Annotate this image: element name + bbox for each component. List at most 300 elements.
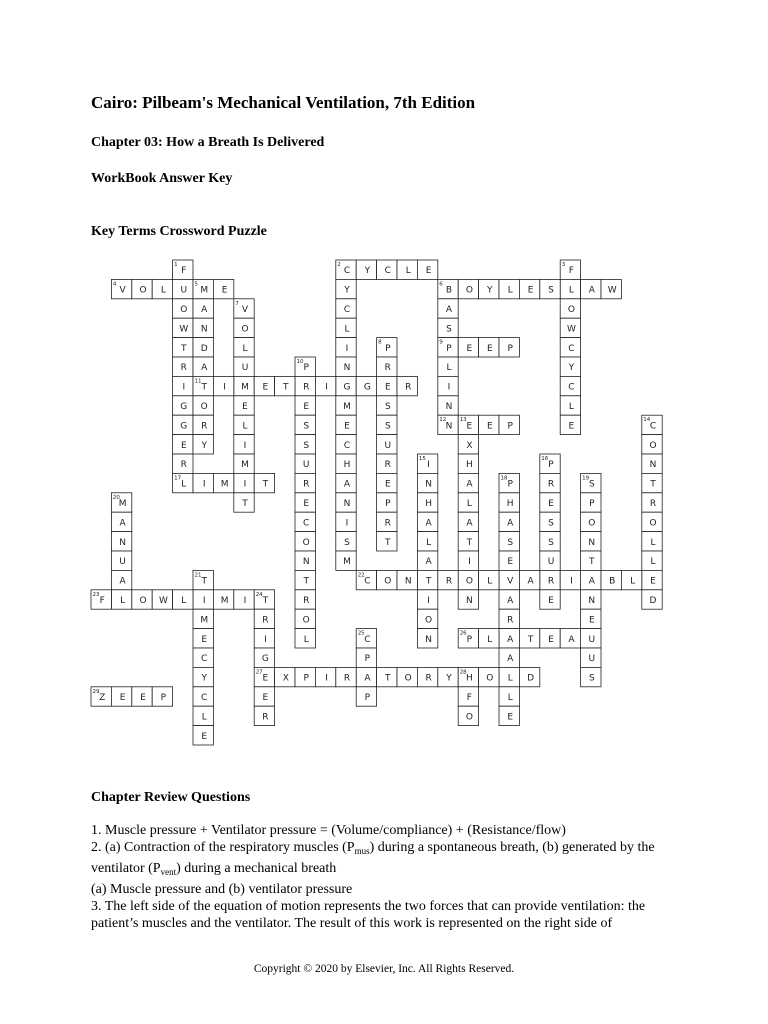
cell-letter: X [466,440,473,451]
cell-letter: A [588,576,595,587]
clue-number: 7 [235,300,239,307]
answer-1: 1. Muscle pressure + Ventilator pressure = (Volume/compliance) + (Resistance/flow) [91,823,566,838]
cell-letter: G [343,382,351,393]
crossword-cell [499,609,519,628]
cell-letter: O [180,305,188,315]
crossword-cell [336,473,356,492]
crossword-cell [356,629,376,648]
crossword-cell [193,648,213,667]
clue-number: 25 [357,630,365,637]
cell-letter: S [446,324,452,335]
crossword-cell [499,415,519,434]
cell-letter: Y [201,440,207,451]
crossword-cell [581,493,601,512]
cell-letter: C [364,634,371,645]
cell-letter: M [241,460,249,471]
crossword-cell [540,512,560,531]
crossword-cell [499,551,519,570]
cell-letter: P [548,460,554,471]
crossword-cell [275,667,295,686]
crossword-cell [417,667,437,686]
cell-letter: L [650,557,656,568]
cell-letter: S [588,673,595,684]
crossword-cell [356,570,376,589]
cell-letter: A [466,479,473,490]
crossword-cell [132,687,152,706]
crossword-cell [479,570,499,589]
cell-letter: R [180,460,187,471]
clue-number: 11 [194,378,202,385]
cell-letter: R [547,479,555,490]
cell-letter: I [243,596,247,606]
crossword-cell [560,570,580,589]
answer-2b: (a) Muscle pressure and (b) ventilator pressure [91,882,353,897]
clue-number: 24 [255,591,263,598]
crossword-cell [254,473,274,492]
crossword-cell [642,551,662,570]
cell-letter: P [160,693,167,703]
cell-letter: O [465,285,473,296]
crossword-cell [540,590,560,609]
cell-letter: I [264,634,267,645]
cell-letter: N [119,537,126,548]
crossword-cell [295,570,315,589]
crossword-cell [540,629,560,648]
clue-number: 21 [194,572,202,579]
cell-letter: P [589,499,595,509]
crossword-cell [173,338,193,357]
crossword-cell [295,376,315,395]
cell-letter: A [466,518,473,529]
crossword-cell [173,415,193,434]
crossword-cell [295,435,315,454]
crossword-cell [581,279,601,298]
crossword-cell [499,338,519,357]
crossword-cell [642,415,662,434]
crossword-cell [560,338,580,357]
clue-number: 8 [378,339,382,346]
cell-letter: M [200,285,209,296]
crossword-cell [458,570,478,589]
cell-letter: Y [487,285,493,296]
cell-letter: C [201,654,208,665]
cell-letter: Y [201,673,207,684]
cell-letter: M [220,479,229,490]
crossword-cell [193,629,213,648]
clue-number: 27 [255,669,263,676]
crossword-cell [193,726,213,745]
crossword-cell [458,435,478,454]
cell-letter: P [385,499,391,509]
cell-letter: Y [568,363,575,374]
crossword-cell [621,570,641,589]
cell-letter: E [507,712,514,723]
cell-letter: I [427,596,430,606]
cell-letter: N [425,634,432,645]
crossword-cell [234,299,254,318]
crossword-cell [417,454,437,473]
crossword-cell [336,454,356,473]
crossword-cell [642,590,662,609]
cell-letter: P [446,343,452,354]
crossword-cell [581,648,601,667]
crossword-cell [132,279,152,298]
crossword-cell [458,590,478,609]
crossword-cell [377,493,397,512]
crossword-cell [111,279,131,298]
clue-number: 20 [112,494,120,501]
crossword-cell [193,706,213,725]
cell-letter: T [303,576,309,587]
cell-letter: R [507,615,514,626]
cell-letter: S [548,285,554,296]
clue-number: 15 [418,456,426,462]
crossword-cell [295,551,315,570]
cell-letter: R [262,615,269,626]
cell-letter: T [262,479,269,490]
cell-letter: O [486,673,494,684]
crossword-cell [254,609,274,628]
cell-letter: V [507,576,514,587]
crossword-cell [377,667,397,686]
cell-letter: E [384,479,391,490]
cell-letter: W [566,324,576,335]
cell-letter: W [607,285,617,296]
cell-letter: U [302,460,310,471]
crossword-cell [458,454,478,473]
crossword-cell [152,279,172,298]
crossword-cell [193,279,213,298]
crossword-cell [254,376,274,395]
cell-letter: L [181,479,187,490]
crossword-cell [377,396,397,415]
crossword-cell [234,473,254,492]
cell-letter: E [201,731,208,742]
cell-letter: E [262,673,269,684]
cell-letter: P [364,654,371,665]
cell-letter: N [302,557,310,568]
cell-letter: A [201,305,208,315]
cell-letter: L [344,324,350,335]
crossword-cell [540,279,560,298]
crossword-cell [234,415,254,434]
crossword-cell [560,299,580,318]
cell-letter: L [120,596,126,606]
crossword-cell [642,532,662,551]
crossword-cell [479,629,499,648]
cell-letter: L [568,285,574,296]
cell-letter: T [385,537,391,548]
crossword-cell [560,396,580,415]
cell-letter: N [466,596,473,606]
cell-letter: H [466,460,473,471]
cell-letter: R [425,673,432,684]
crossword-cell [479,667,499,686]
cell-letter: O [588,518,596,529]
crossword-cell [336,357,356,376]
crossword-cell [417,629,437,648]
cell-letter: O [465,576,473,587]
crossword-cell [193,396,213,415]
cell-letter: T [527,634,534,645]
crossword-cell [173,376,193,395]
cell-letter: T [650,479,656,490]
cell-letter: O [567,305,575,315]
crossword-cell [111,551,131,570]
cell-letter: T [466,537,473,548]
cell-letter: R [384,363,391,374]
cell-letter: T [425,576,432,587]
cell-letter: N [445,421,453,432]
cell-letter: R [547,576,555,587]
clue-number: 10 [296,359,304,365]
crossword-cell [642,454,662,473]
cell-letter: G [261,654,269,665]
crossword-cell [479,338,499,357]
cell-letter: L [181,596,187,606]
crossword-cell [295,512,315,531]
crossword-cell [417,512,437,531]
crossword-cell [213,376,233,395]
cell-letter: L [507,285,513,296]
crossword-cell [417,551,437,570]
cell-letter: A [527,576,534,587]
cell-letter: L [630,576,636,587]
cell-letter: T [589,557,595,568]
cell-letter: E [466,421,473,432]
crossword-cell [560,318,580,337]
cell-letter: N [588,537,596,548]
crossword-cell [173,473,193,492]
clue-number: 29 [92,688,100,695]
cell-letter: A [507,654,514,665]
crossword-cell [397,260,417,279]
cell-letter: E [548,499,554,509]
crossword-cell [540,473,560,492]
clue-number: 18 [500,475,508,482]
cell-letter: E [425,266,432,277]
cell-letter: A [445,305,453,315]
crossword-cell [275,376,295,395]
crossword-cell [336,376,356,395]
cell-letter: S [384,402,391,412]
cell-letter: A [507,596,514,606]
crossword-cell [193,609,213,628]
crossword-cell [540,532,560,551]
cell-letter: I [447,382,451,393]
crossword-cell [581,473,601,492]
crossword-cell [295,629,315,648]
cell-letter: L [487,576,493,587]
crossword-cell [642,493,662,512]
cell-letter: E [568,421,575,432]
clue-number: 28 [459,669,467,676]
crossword-cell [560,629,580,648]
cell-letter: L [242,343,248,354]
cell-letter: Z [99,693,106,703]
cell-letter: E [262,693,269,703]
crossword-cell [377,435,397,454]
crossword-cell [458,512,478,531]
cell-letter: L [487,634,493,645]
crossword-cell [377,376,397,395]
cell-letter: R [262,712,269,723]
cell-letter: S [548,537,554,548]
cell-letter: I [427,460,430,471]
crossword-cell [499,687,519,706]
crossword-cell [336,338,356,357]
crossword-cell [336,396,356,415]
cell-letter: E [548,596,554,606]
cell-letter: N [343,499,351,509]
crossword-cell [499,590,519,609]
cell-letter: B [609,576,616,587]
cell-letter: U [180,285,188,296]
cell-letter: E [242,402,248,412]
crossword-cell [417,260,437,279]
crossword-cell [581,570,601,589]
cell-letter: U [547,557,555,568]
crossword-cell [458,687,478,706]
cell-letter: F [466,693,472,703]
crossword-cell [173,357,193,376]
crossword-cell [417,609,437,628]
cell-letter: O [302,537,310,548]
crossword-cell [234,493,254,512]
crossword-cell [479,279,499,298]
cell-letter: E [650,576,656,587]
crossword-cell [254,667,274,686]
crossword-cell [458,532,478,551]
cell-letter: H [466,673,473,684]
cell-letter: F [99,596,105,606]
crossword-cell [377,532,397,551]
crossword-cell [234,357,254,376]
crossword-cell [193,435,213,454]
cell-letter: E [486,343,493,354]
clue-number: 9 [439,339,443,346]
cell-letter: A [364,673,371,684]
cell-letter: E [140,693,146,703]
crossword-cell [336,435,356,454]
cell-letter: R [303,596,310,606]
crossword-cell [601,570,621,589]
cell-letter: N [588,596,596,606]
cell-letter: E [303,402,310,412]
crossword-cell [315,667,335,686]
crossword-cell [377,260,397,279]
crossword-cell [581,609,601,628]
cell-letter: H [343,460,351,471]
crossword-cell [458,551,478,570]
crossword-cell [193,570,213,589]
crossword-cell [581,532,601,551]
crossword-cell [540,570,560,589]
crossword-cell [458,415,478,434]
cell-letter: E [548,634,554,645]
clue-number: 23 [92,591,100,598]
cell-letter: I [570,576,573,587]
cell-letter: T [385,673,391,684]
clue-number: 19 [582,475,590,482]
crossword-cell [499,532,519,551]
cell-letter: T [201,382,207,393]
cell-letter: O [139,596,147,606]
cell-letter: I [182,382,186,393]
cell-letter: U [588,634,596,645]
cell-letter: F [181,266,187,277]
crossword-cell [173,260,193,279]
cell-letter: T [242,499,248,509]
crossword-cell [336,260,356,279]
crossword-cell [458,493,478,512]
crossword-cell [295,493,315,512]
cell-letter: E [527,285,534,296]
cell-letter: G [363,382,371,393]
crossword-cell [234,435,254,454]
crossword-cell [356,687,376,706]
crossword-cell [336,551,356,570]
crossword-cell [438,667,458,686]
cell-letter: I [468,557,471,568]
cell-letter: C [364,576,371,587]
cell-letter: L [507,693,513,703]
crossword-heading: Key Terms Crossword Puzzle [91,224,267,239]
crossword-cell [336,299,356,318]
cell-letter: E [588,615,595,626]
workbook-heading: WorkBook Answer Key [91,171,233,186]
cell-letter: O [241,324,249,335]
crossword-cell [499,629,519,648]
cell-letter: A [568,634,575,645]
crossword-cell [193,318,213,337]
crossword-cell [499,493,519,512]
crossword-cell [356,260,376,279]
cell-letter: I [325,382,328,393]
cell-letter: O [404,673,412,684]
clue-number: 12 [439,417,447,424]
crossword-cell [377,570,397,589]
cell-letter: I [202,479,206,490]
crossword-cell [193,338,213,357]
crossword-cell [213,590,233,609]
cell-letter: R [384,518,391,529]
cell-letter: B [445,285,453,296]
clue-number: 1 [174,262,178,268]
review-answers [91,822,691,932]
cell-letter: R [343,673,351,684]
crossword-cell [417,532,437,551]
cell-letter: C [384,266,391,277]
cell-letter: E [119,693,126,703]
cell-letter: R [303,479,310,490]
cell-letter: L [446,363,452,374]
crossword-cell [499,473,519,492]
crossword-cell [173,435,193,454]
cell-letter: A [343,479,351,490]
cell-letter: I [202,596,206,606]
crossword-cell [417,473,437,492]
crossword-cell [254,687,274,706]
clue-number: 3 [561,262,566,268]
cell-letter: A [119,576,126,587]
cell-letter: P [303,363,309,374]
crossword-cell [111,512,131,531]
crossword-cell [458,473,478,492]
crossword-cell [458,667,478,686]
crossword-cell [336,279,356,298]
cell-letter: C [201,693,208,703]
